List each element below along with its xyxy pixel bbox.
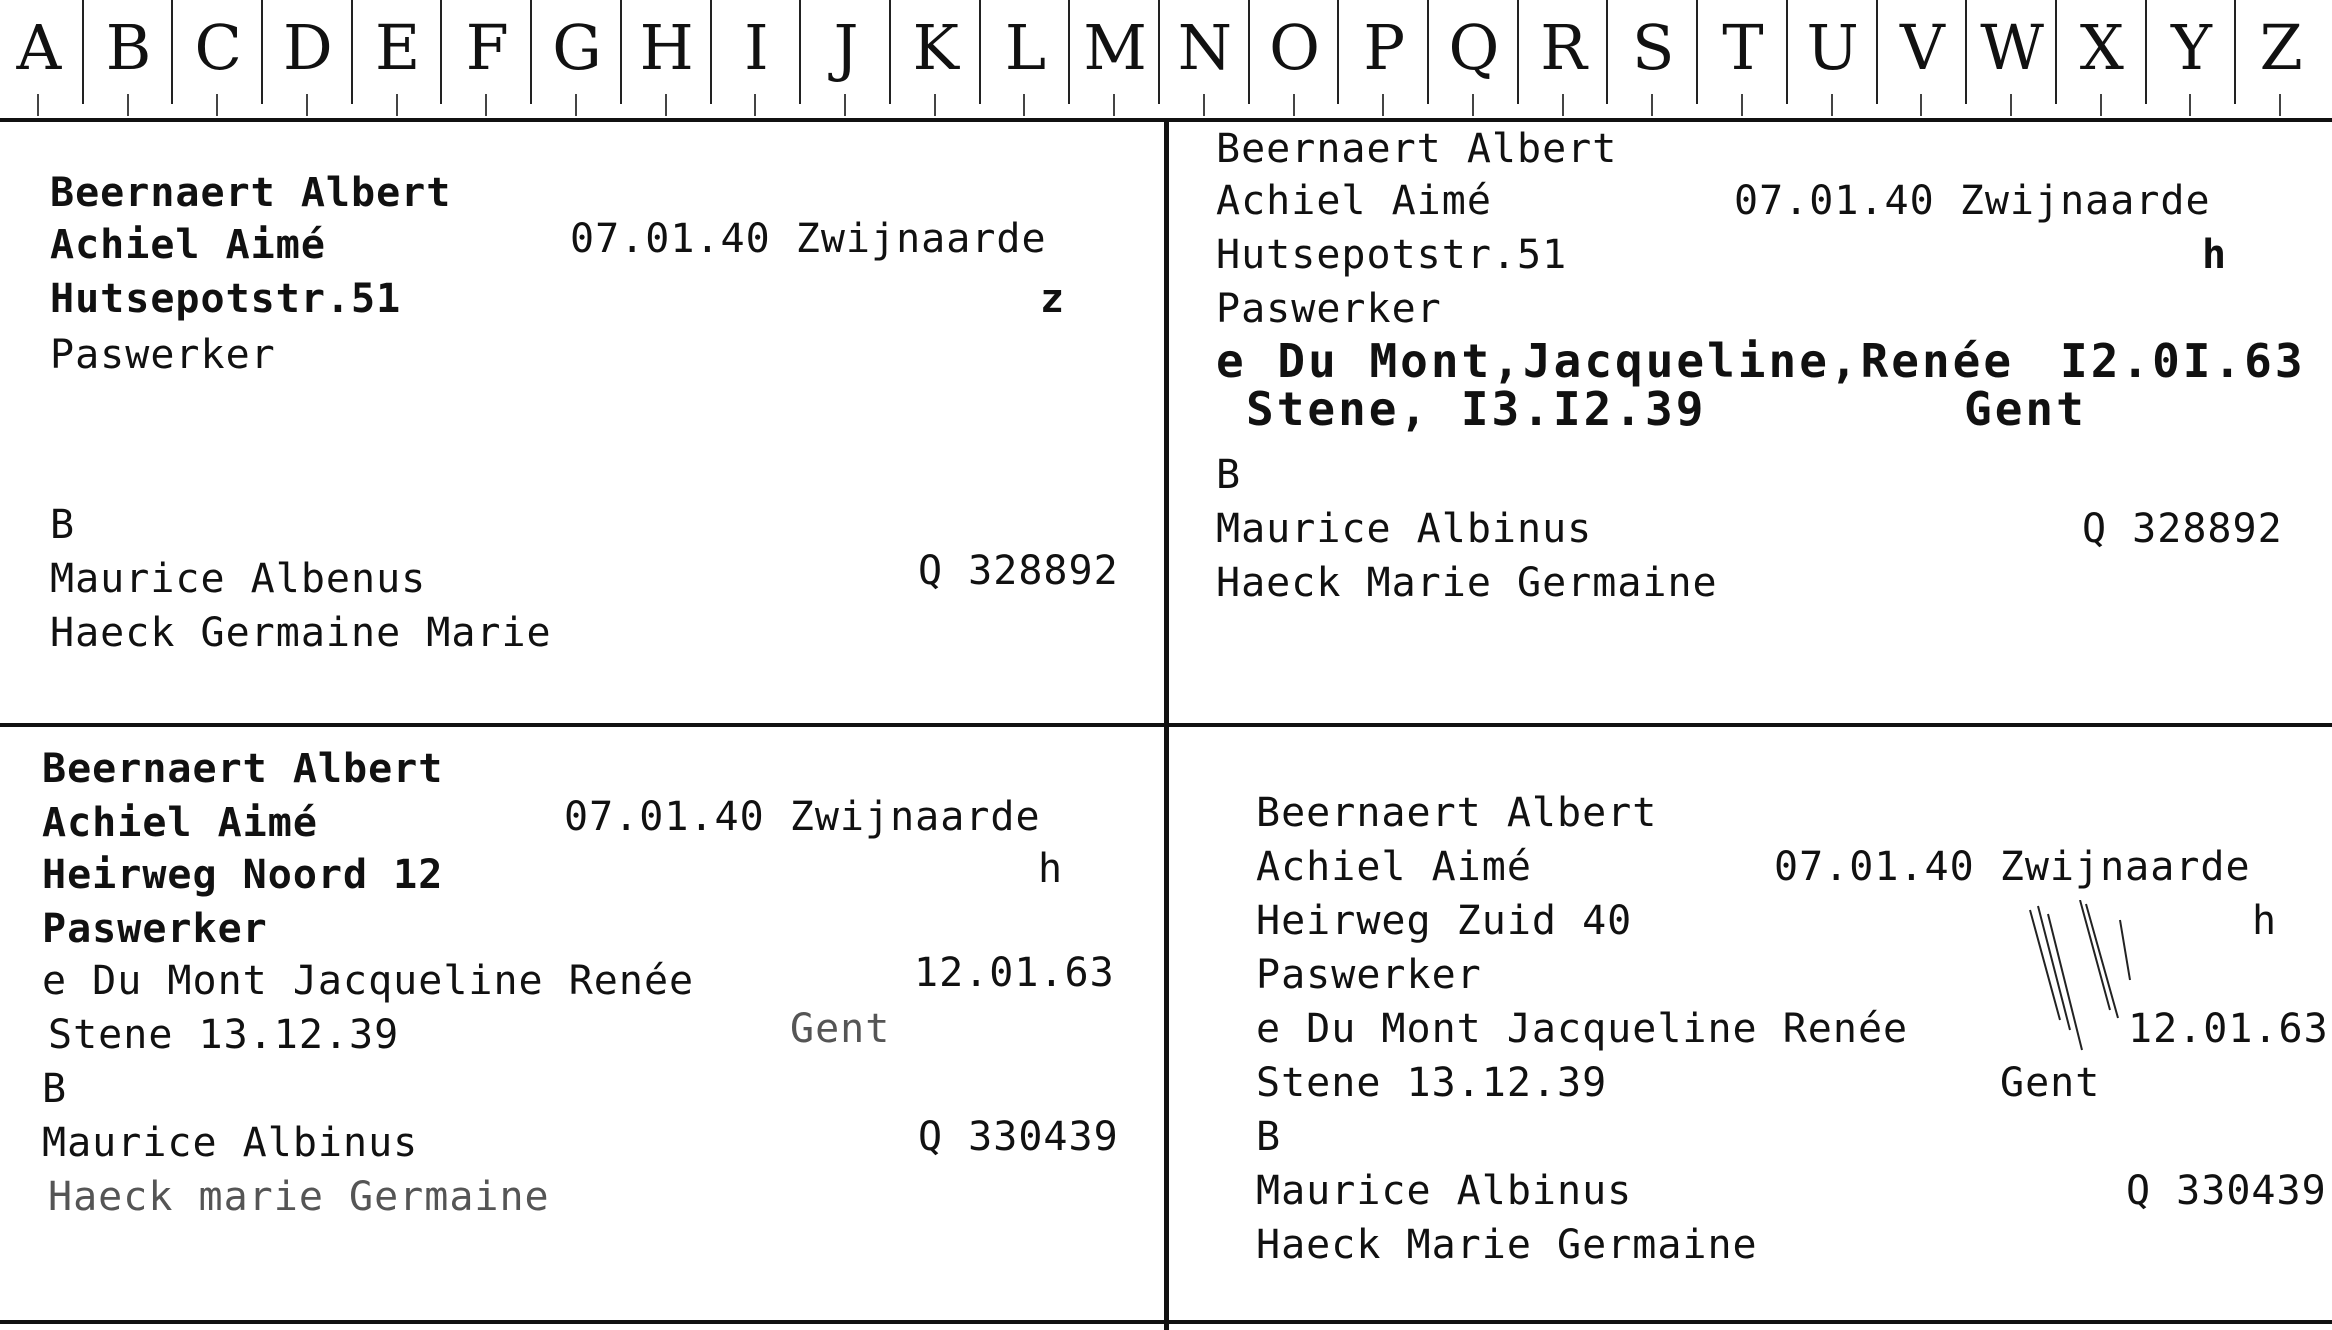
letter-tick xyxy=(1920,94,1922,116)
letter-divider xyxy=(1876,0,1878,104)
letter-divider xyxy=(2234,0,2236,104)
alphabet-letter: C xyxy=(194,11,242,84)
alphabet-letter: V xyxy=(1899,11,1945,84)
card-marriage-date: I2.0I.63 xyxy=(2060,334,2306,388)
card-birth: 07.01.40 Zwijnaarde xyxy=(1734,178,2211,224)
letter-divider xyxy=(979,0,981,104)
alphabet-letter: H xyxy=(639,11,694,84)
alphabet-letter: R xyxy=(1540,11,1587,84)
alphabet-letter: J xyxy=(833,11,859,84)
letter-tick xyxy=(1382,94,1384,116)
letter-divider xyxy=(1068,0,1070,104)
letter-divider xyxy=(1696,0,1698,104)
card-spouse-birth: Stene 13.12.39 xyxy=(48,1012,400,1058)
letter-divider xyxy=(710,0,712,104)
letter-divider xyxy=(440,0,442,104)
card-birth: 07.01.40 Zwijnaarde xyxy=(570,216,1047,262)
alphabet-letter: D xyxy=(283,11,333,84)
letter-tick xyxy=(37,94,39,116)
card-mother: Haeck Marie Germaine xyxy=(1216,560,1718,606)
letter-divider xyxy=(530,0,532,104)
card-category: B xyxy=(42,1066,68,1112)
letter-tick xyxy=(2189,94,2191,116)
letter-divider xyxy=(1606,0,1608,104)
card-mother: Haeck Marie Germaine xyxy=(1256,1222,1758,1268)
letter-tick xyxy=(575,94,577,116)
letter-divider xyxy=(261,0,263,104)
card-address: Hutsepotstr.51 xyxy=(50,276,402,322)
card-given-names: Achiel Aimé xyxy=(42,800,318,846)
card-given-names: Achiel Aimé xyxy=(1216,178,1492,224)
letter-tick xyxy=(1741,94,1743,116)
letter-divider xyxy=(2145,0,2147,104)
alphabet-letter: L xyxy=(1004,11,1047,84)
card-category: B xyxy=(1256,1114,1282,1160)
card-occupation: Paswerker xyxy=(1256,952,1482,998)
letter-tick xyxy=(754,94,756,116)
alphabet-letter: E xyxy=(374,11,421,84)
alphabet-letter: F xyxy=(465,11,509,84)
card-reference: Q 328892 xyxy=(2082,506,2283,552)
card-occupation: Paswerker xyxy=(50,332,276,378)
card-mother: Haeck marie Germaine xyxy=(48,1174,550,1220)
card-spouse-birth: Stene 13.12.39 xyxy=(1256,1060,1608,1106)
alphabet-letter: Y xyxy=(2170,11,2212,84)
card-name: Beernaert Albert xyxy=(1216,126,1618,172)
card-address: Heirweg Zuid 40 xyxy=(1256,898,1633,944)
card-name: Beernaert Albert xyxy=(42,746,444,792)
card-spouse: e Du Mont Jacqueline Renée xyxy=(1256,1006,1909,1052)
letter-divider xyxy=(620,0,622,104)
alphabet-letter: O xyxy=(1269,11,1320,84)
letter-divider xyxy=(82,0,84,104)
alphabet-letter: N xyxy=(1177,11,1232,84)
letter-tick xyxy=(2279,94,2281,116)
card-spouse-birth: Stene, I3.I2.39 xyxy=(1246,382,1707,436)
card-address: Hutsepotstr.51 xyxy=(1216,232,1568,278)
card-address: Heirweg Noord 12 xyxy=(42,852,444,898)
letter-tick xyxy=(1293,94,1295,116)
card-given-names: Achiel Aimé xyxy=(50,222,326,268)
alphabet-letter: K xyxy=(912,11,959,84)
letter-divider xyxy=(1517,0,1519,104)
alphabet-letter: I xyxy=(744,11,769,84)
card-mark: h xyxy=(2252,898,2278,944)
letter-divider xyxy=(1786,0,1788,104)
letter-tick xyxy=(1831,94,1833,116)
alphabet-letter: S xyxy=(1632,11,1675,84)
card-marriage-date: 12.01.63 xyxy=(2128,1006,2329,1052)
card-name: Beernaert Albert xyxy=(50,170,452,216)
card-marriage-place: Gent xyxy=(2000,1060,2101,1106)
letter-divider xyxy=(1427,0,1429,104)
letter-tick xyxy=(127,94,129,116)
card-mother: Haeck Germaine Marie xyxy=(50,610,552,656)
alphabet-index xyxy=(0,0,2332,124)
card-birth: 07.01.40 Zwijnaarde xyxy=(564,794,1041,840)
card-father: Maurice Albinus xyxy=(42,1120,419,1166)
letter-tick xyxy=(306,94,308,116)
letter-tick xyxy=(396,94,398,116)
alphabet-letter: Q xyxy=(1448,11,1500,84)
card-reference: Q 328892 xyxy=(918,548,1119,594)
letter-divider xyxy=(1965,0,1967,104)
letter-divider xyxy=(889,0,891,104)
letter-divider xyxy=(2055,0,2057,104)
card-category: B xyxy=(50,502,76,548)
card-father: Maurice Albinus xyxy=(1216,506,1593,552)
card-marriage-date: 12.01.63 xyxy=(914,950,1115,996)
letter-tick xyxy=(216,94,218,116)
letter-tick xyxy=(1651,94,1653,116)
letter-divider xyxy=(1248,0,1250,104)
card-birth: 07.01.40 Zwijnaarde xyxy=(1774,844,2251,890)
card-mark: z xyxy=(1040,276,1066,322)
letter-divider xyxy=(351,0,353,104)
letter-tick xyxy=(2010,94,2012,116)
alphabet-letter: U xyxy=(1806,11,1859,84)
horizontal-divider xyxy=(0,723,2332,727)
card-reference: Q 330439 xyxy=(918,1114,1119,1160)
alphabet-letter: M xyxy=(1083,11,1147,84)
letter-tick xyxy=(1562,94,1564,116)
letter-divider xyxy=(799,0,801,104)
pen-scribble xyxy=(2020,900,2140,1100)
card-spouse: e Du Mont,Jacqueline,Renée xyxy=(1216,334,2015,388)
alphabet-letter: T xyxy=(1722,11,1764,84)
letter-tick xyxy=(665,94,667,116)
letter-tick xyxy=(485,94,487,116)
card-mark: h xyxy=(2202,232,2228,278)
letter-tick xyxy=(1472,94,1474,116)
letter-divider xyxy=(1337,0,1339,104)
letter-tick xyxy=(2100,94,2102,116)
letter-divider xyxy=(1158,0,1160,104)
card-name: Beernaert Albert xyxy=(1256,790,1658,836)
alphabet-letter: P xyxy=(1363,11,1406,84)
letter-tick xyxy=(1023,94,1025,116)
alphabet-letter: X xyxy=(2079,11,2124,84)
alphabet-letter: Z xyxy=(2259,11,2303,84)
card-occupation: Paswerker xyxy=(42,906,268,952)
alphabet-letter: G xyxy=(552,11,602,84)
card-spouse: e Du Mont Jacqueline Renée xyxy=(42,958,695,1004)
bottom-rule xyxy=(0,1320,2332,1324)
card-father: Maurice Albenus xyxy=(50,556,427,602)
card-mark: h xyxy=(1038,846,1064,892)
card-given-names: Achiel Aimé xyxy=(1256,844,1532,890)
card-occupation: Paswerker xyxy=(1216,286,1442,332)
alphabet-letter: B xyxy=(105,11,152,84)
letter-tick xyxy=(1113,94,1115,116)
card-marriage-place: Gent xyxy=(790,1006,891,1052)
card-category: B xyxy=(1216,452,1242,498)
alphabet-letter: A xyxy=(16,11,62,84)
letter-divider xyxy=(171,0,173,104)
alphabet-letter: W xyxy=(1980,11,2044,84)
letter-tick xyxy=(844,94,846,116)
card-reference: Q 330439 xyxy=(2126,1168,2327,1214)
card-marriage-place: Gent xyxy=(1964,382,2087,436)
letter-tick xyxy=(934,94,936,116)
letter-tick xyxy=(1203,94,1205,116)
card-father: Maurice Albinus xyxy=(1256,1168,1633,1214)
